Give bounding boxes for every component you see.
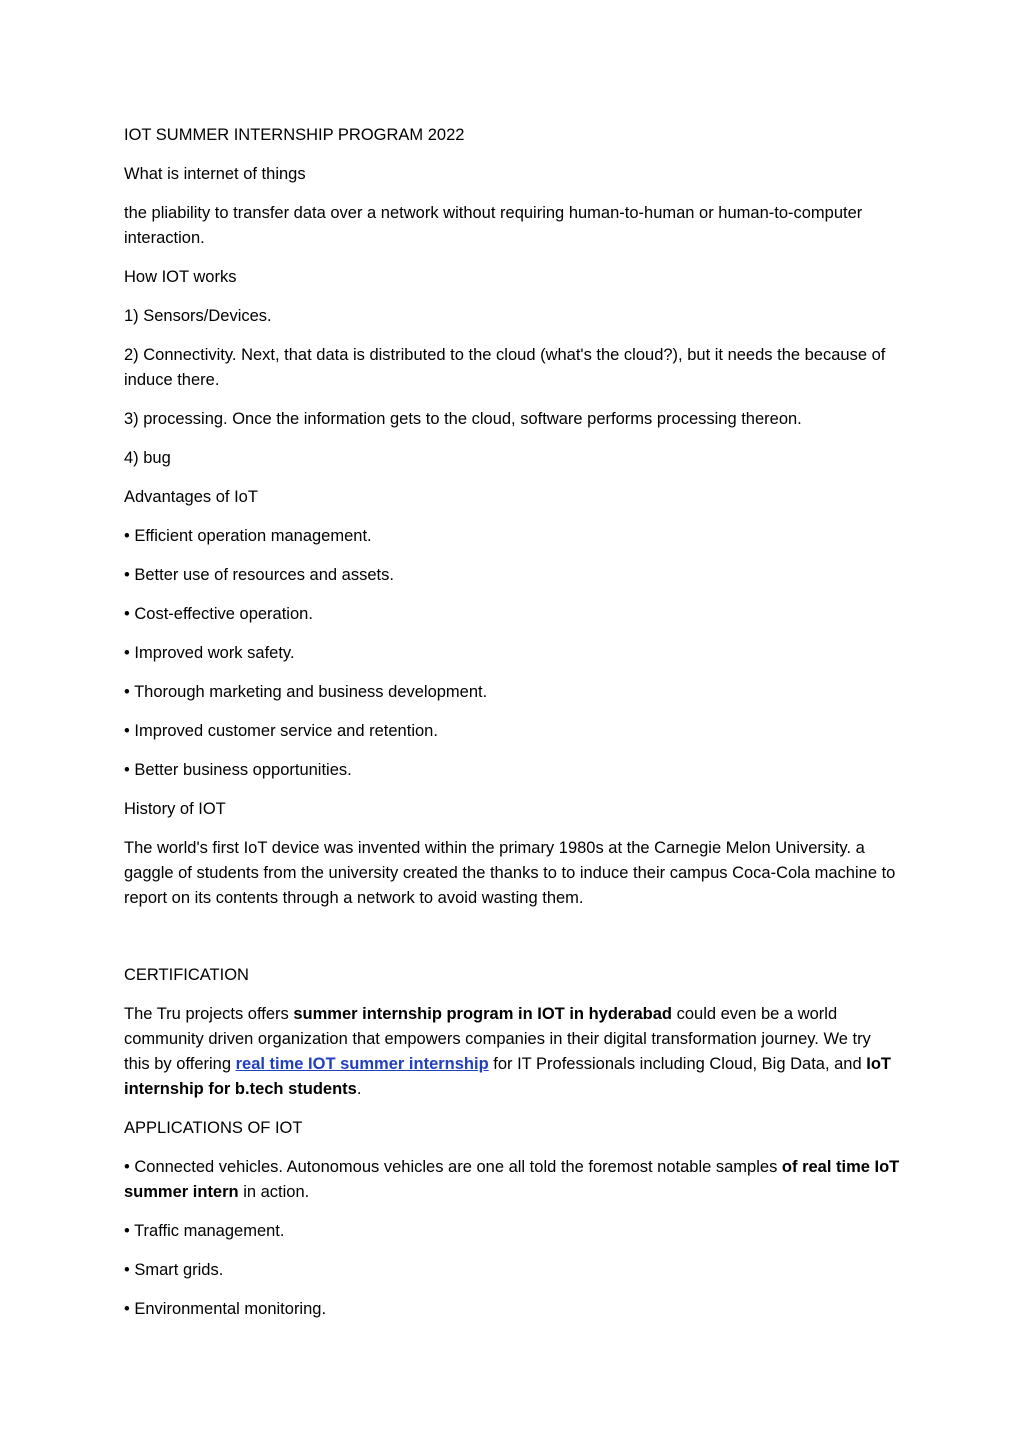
section-heading-history: History of IOT	[124, 800, 226, 818]
section-heading-how-iot-works: How IOT works	[124, 268, 237, 286]
what-is-iot-paragraph: the pliability to transfer data over a network without requiring human-to-human or human-to-computer interaction.	[124, 204, 863, 247]
application-text: in action.	[238, 1183, 310, 1201]
application-bold-phrase: of real time IoT summer intern	[124, 1158, 900, 1201]
certification-paragraph	[124, 1002, 900, 1102]
section-heading-applications: APPLICATIONS OF IOT	[124, 1119, 303, 1137]
certification-bold-phrase: summer internship program in IOT in hyderabad	[293, 1005, 673, 1023]
certification-text: .	[356, 1080, 362, 1098]
application-item	[124, 1155, 900, 1205]
section-heading-certification: CERTIFICATION	[124, 966, 249, 984]
certification-text: for IT Professionals including Cloud, Big Data, and	[488, 1055, 867, 1073]
certification-bold-phrase: IoT internship for b.tech students	[124, 1055, 891, 1098]
advantage-item: • Improved customer service and retention.	[124, 722, 438, 740]
history-paragraph: The world's first IoT device was invented within the primary 1980s at the Carnegie Melon University. a gaggle of students from the university created the thanks to to induce their campus Coca-Cola machine to report on its contents through a network to avoid wasting them.	[124, 839, 896, 907]
advantage-item: • Efficient operation management.	[124, 527, 372, 545]
internship-link[interactable]: real time IOT summer internship	[235, 1055, 489, 1073]
application-item: • Traffic management.	[124, 1222, 285, 1240]
certification-text: The Tru projects offers	[124, 1005, 294, 1023]
advantage-item: • Better business opportunities.	[124, 761, 352, 779]
application-item: • Smart grids.	[124, 1261, 224, 1279]
certification-text: could even be a world community driven organization that empowers companies in their digital transformation journey. We try this by offering	[124, 1005, 871, 1073]
advantage-item: • Thorough marketing and business development.	[124, 683, 488, 701]
section-heading-advantages: Advantages of IoT	[124, 488, 258, 506]
application-text: • Connected vehicles. Autonomous vehicles are one all told the foremost notable samples	[124, 1158, 782, 1176]
advantage-item: • Improved work safety.	[124, 644, 295, 662]
document-page	[124, 123, 900, 1336]
how-step-1: 1) Sensors/Devices.	[124, 307, 272, 325]
document-title: IOT SUMMER INTERNSHIP PROGRAM 2022	[124, 126, 465, 144]
section-heading-what-is-iot: What is internet of things	[124, 165, 306, 183]
how-step-4: 4) bug	[124, 449, 171, 467]
advantage-item: • Better use of resources and assets.	[124, 566, 394, 584]
application-item: • Environmental monitoring.	[124, 1300, 327, 1318]
how-step-3: 3) processing. Once the information gets to the cloud, software performs processing thereon.	[124, 410, 802, 428]
how-step-2: 2) Connectivity. Next, that data is distributed to the cloud (what's the cloud?), but it needs the because of induce there.	[124, 346, 886, 389]
advantage-item: • Cost-effective operation.	[124, 605, 313, 623]
